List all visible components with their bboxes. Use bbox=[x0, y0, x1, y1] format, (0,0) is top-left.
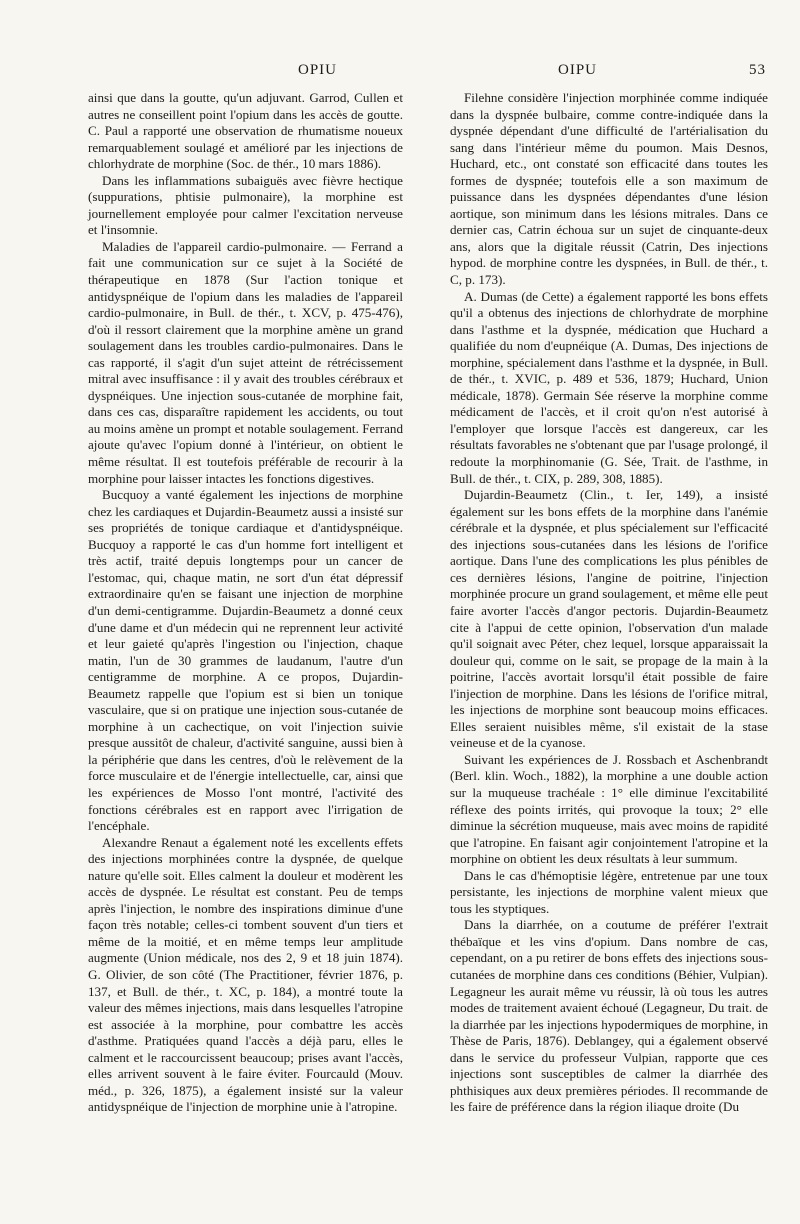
paragraph: Maladies de l'appareil cardio-pulmonaire. — Ferrand a fait une communication sur ce sujet à la Société de thérapeutique en 1878 (Sur l'action tonique et antidyspnéique de l'opium dans les maladies de l'appareil cardio-pulmonaire, in Bull. de thér., t. XCV, p. 475-476), d'où il ressort clairement que la morphine amène un grand soulagement dans les troubles cardio-pulmonaires. Dans le cas rapporté, il s'agit d'un sujet atteint de rétrécissement mitral avec insuffisance : il y avait des troubles cérébraux et dyspnéiques. Une injection sous-cutanée de morphine fait, dans ces cas, disparaître rapidement les accidents, ou tout au moins amène un prompt et notable soulagement. Ferrand ajoute qu'avec l'opium donné à l'intérieur, on obtient le même résultat. Il est toutefois préférable de recourir à la morphine pour laisser intactes les fonctions digestives. bbox=[88, 238, 403, 486]
paragraph: Dans le cas d'hémoptisie légère, entretenue par une toux persistante, les injections de morphine valent mieux que tous les styptiques. bbox=[450, 867, 768, 916]
paragraph: A. Dumas (de Cette) a également rapporté les bons effets qu'il a obtenus des injections de chlorhydrate de morphine dans l'asthme et la dyspnée, médication que Huchard a qualifiée du nom d'eupnéique (A. Dumas, Des injections de morphine, spécialement dans l'asthme et la dyspnée, in Bull. de thér., t. XVIC, p. 489 et 536, 1879; Huchard, Union médicale, 1878). Germain Sée réserve la morphine comme médicament de l'accès, et il croit qu'on n'est autorisé à l'employer que lorsque l'accès est dangereux, car les résultats favorables ne s'obtenant que par l'usage prolongé, il redoute la morphinomanie (G. Sée, Trait. de l'asthme, in Bull. de thér., t. CIX, p. 289, 308, 1885). bbox=[450, 288, 768, 486]
right-column bbox=[450, 90, 768, 1116]
left-running-head: OPIU bbox=[298, 62, 338, 78]
paragraph: Dujardin-Beaumetz (Clin., t. Ier, 149), a insisté également sur les bons effets de la morphine dans l'anémie cérébrale et la dyspnée, et plus spécialement sur l'efficacité des injections sous-cutanées dans les lésions de l'orifice aortique. Dans l'une des complications les plus pénibles de ces dernières lésions, l'angine de poitrine, l'injection morphinée procure un grand soulagement, et même elle peut faire avorter l'accès d'angor pectoris. Dujardin-Beaumetz cite à l'appui de cette opinion, l'observation d'un malade qu'il soignait avec Péter, chez lequel, lorsque apparaissait la douleur qui, comme on le sait, se propage de la main à la poitrine, l'accès avortait lorsqu'il était possible de faire l'injection de morphine. Dans les lésions de l'orifice mitral, les injections de morphine sont beaucoup moins efficaces. Elles seraient nuisibles même, s'il existait de la stase veineuse et de la cyanose. bbox=[450, 487, 768, 751]
running-header bbox=[88, 62, 766, 86]
paragraph: Bucquoy a vanté également les injections de morphine chez les cardiaques et Dujardin-Beaumetz aussi a insisté sur ses propriétés de tonique cardiaque et d'antidyspnéique. Bucquoy a rapporté le cas d'un homme fort intelligent et très actif, traité depuis longtemps pour un cancer de l'estomac, qui, chaque matin, ne sort d'un état dépressif extraordinaire qu'en se faisant une injection de morphine d'un demi-centigramme. Dujardin-Beaumetz a donné ceux d'une dame et d'un médecin qui ne reprennent leur activité et leur gaieté qu'après l'ingestion ou l'injection, chaque matin, l'un de 30 grammes de laudanum, l'autre d'un centigramme de morphine. A ce propos, Dujardin-Beaumetz rappelle que l'opium est si bien un tonique vasculaire, que si on pratique une injection sous-cutanée de morphine à un cachectique, on voit l'injection suivie presque aussitôt de chaleur, d'activité sanguine, aussi bien à la périphérie que dans les centres, d'où le relèvement de la force musculaire et de l'énergie intellectuelle, car, ainsi que les expériences de Mosso l'ont montré, l'activité des fonctions cérébrales est en rapport avec l'irrigation de l'encéphale. bbox=[88, 487, 403, 834]
paragraph: ainsi que dans la goutte, qu'un adjuvant. Garrod, Cullen et autres ne conseillent point l'opium dans les accès de goutte. C. Paul a rapporté une observation de rhumatisme noueux remarquablement soulagé et amélioré par les injections de chlorhydrate de morphine (Soc. de thér., 10 mars 1886). bbox=[88, 90, 403, 172]
paragraph: Suivant les expériences de J. Rossbach et Aschenbrandt (Berl. klin. Woch., 1882), la morphine a une double action sur la muqueuse trachéale : 1° elle diminue l'excitabilité réflexe des points irrités, qui provoque la toux; 2° elle diminue la sécrétion muqueuse, mais avec moins de rapidité que l'atropine. En faisant agir conjointement l'atropine et la morphine on obtient les deux résultats à leur summum. bbox=[450, 751, 768, 867]
paragraph: Filehne considère l'injection morphinée comme indiquée dans la dyspnée bulbaire, comme contre-indiquée dans la dyspnée dépendant d'une difficulté de l'artérialisation du sang dans l'intérieur même du poumon. Mais Desnos, Huchard, etc., ont constaté son efficacité dans toutes les formes de dyspnée; toutefois elle a son maximum de puissance dans les dyspnées dépendantes d'une lésion aortique, son minimum dans les lésions mitrales. Dans ce dernier cas, Catrin échoua sur un sujet de cinquante-deux ans, alors que la digitale réussit (Catrin, Des injections hypod. de morphine contre les dyspnées, in Bull. de thér., t. C, p. 173). bbox=[450, 90, 768, 288]
paragraph: Alexandre Renaut a également noté les excellents effets des injections morphinées contre la dyspnée, de quelque nature qu'elle soit. Elles calment la douleur et modèrent les accès de dyspnée. Le résultat est constant. Peu de temps après l'injection, le nombre des inspirations diminue d'une façon très notable; celles-ci tombent souvent d'un tiers et même de la moitié, et en même temps leur amplitude augmente (Union médicale, nos des 2, 9 et 18 juin 1874). G. Olivier, de son côté (The Practitioner, février 1876, p. 137, et Bull. de thér., t. XC, p. 184), a montré toute la valeur des mêmes injections, mais dans lesquelles l'atropine est associée à la morphine, pour combattre les accès d'asthme. Pratiquées quand l'accès a déjà paru, elles le calment et le raccourcissent beaucoup; prises avant l'accès, elles arrivent souvent à le faire éviter. Fourcauld (Mouv. méd., p. 326, 1875), a également insisté sur la valeur antidyspnéique de l'injection de morphine unie à l'atropine. bbox=[88, 834, 403, 1115]
paragraph: Dans les inflammations subaiguës avec fièvre hectique (suppurations, phtisie pulmonaire), la morphine est journellement employée pour calmer l'excitation nerveuse et l'insomnie. bbox=[88, 172, 403, 238]
right-running-head: OIPU bbox=[558, 62, 598, 78]
page-number: 53 bbox=[749, 62, 766, 78]
paragraph: Dans la diarrhée, on a coutume de préférer l'extrait thébaïque et les vins d'opium. Dans nombre de cas, cependant, on a pu retirer de bons effets des injections sous-cutanées de morphine dans ces conditions (Béhier, Vulpian). Legagneur les aurait même vu réussir, là où tous les autres modes de traitement avaient échoué (Legagneur, Du trait. de la diarrhée par les injections hypodermiques de morphine, in Thèse de Paris, 1876). Deblangey, qui a également observé dans le service du professeur Vulpian, rapporte que ces injections sont susceptibles de calmer la diarrhée des phthisiques aux deux premières périodes. Il recommande de les faire de préférence dans la région iliaque droite (Du bbox=[450, 917, 768, 1115]
left-column bbox=[88, 90, 403, 1116]
